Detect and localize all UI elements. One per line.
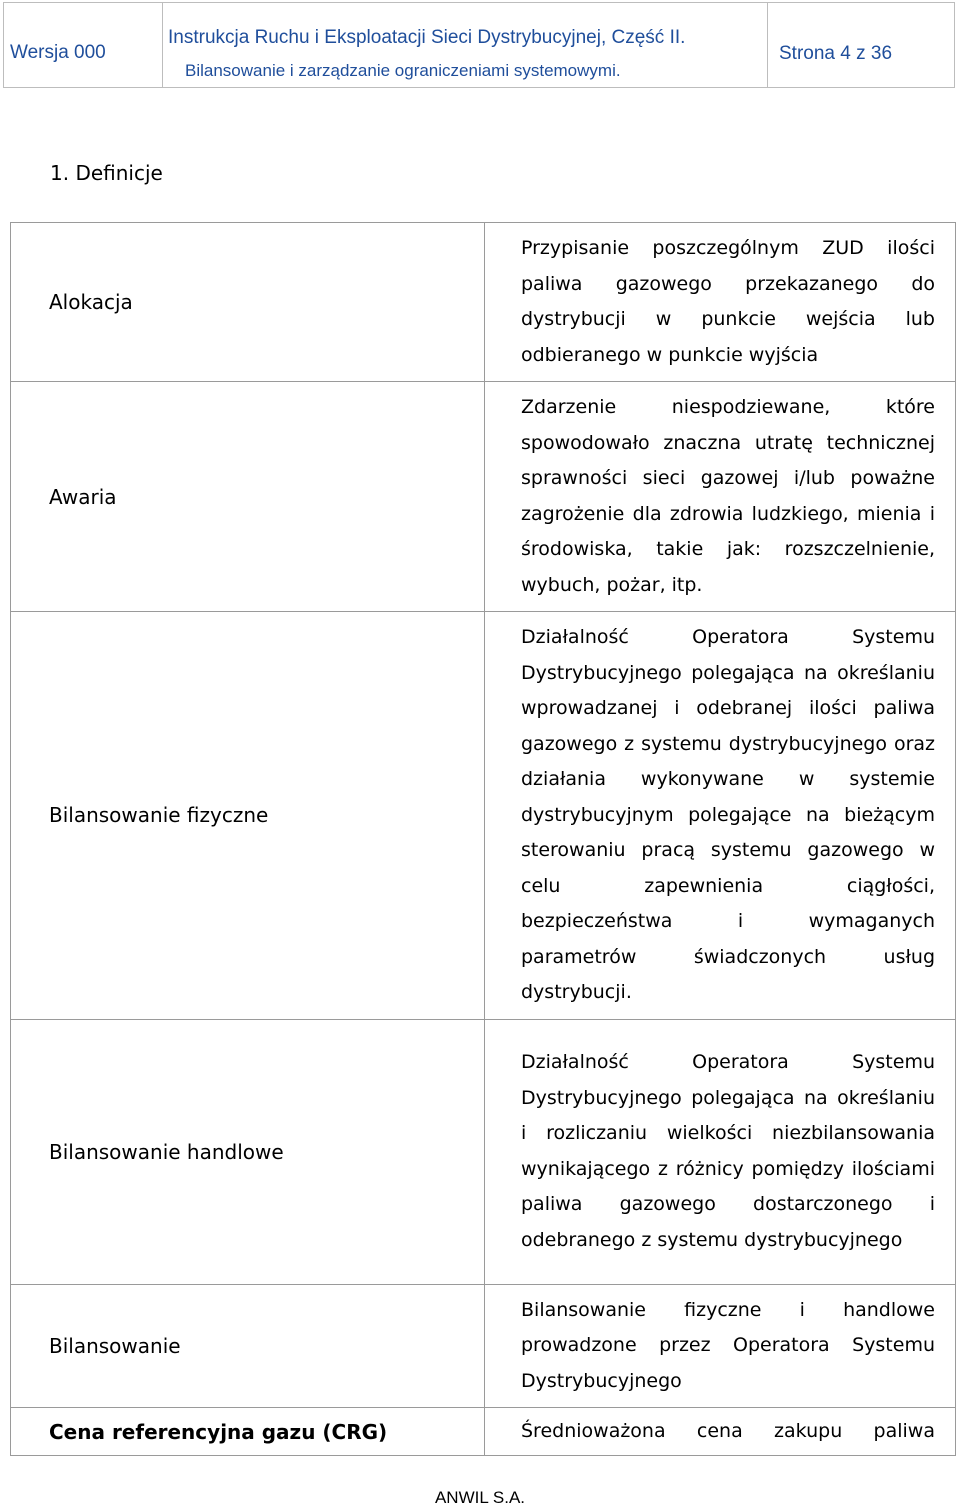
- footer-company: ANWIL S.A.: [434, 1488, 526, 1507]
- header-title-cell: [163, 3, 768, 87]
- definition-term: Alokacja: [11, 223, 485, 382]
- definition-row: [11, 612, 956, 1020]
- definition-row: [11, 1284, 956, 1408]
- definition-term: Bilansowanie: [11, 1284, 485, 1408]
- definition-description: Średnioważona cena zakupu paliwa: [485, 1408, 956, 1456]
- definition-term: Awaria: [11, 382, 485, 612]
- definition-row: [11, 382, 956, 612]
- definition-description: Bilansowanie fizyczne i handlowe prowadzone przez Operatora Systemu Dystrybucyjnego: [485, 1284, 956, 1408]
- definition-description: Zdarzenie niespodziewane, które spowodowało znaczna utratę technicznej sprawności sieci gazowej i/lub poważne zagrożenie dla zdrowia ludzkiego, mienia i środowiska, takie jak: rozszczelnienie, wybuch, pożar, itp.: [485, 382, 956, 612]
- section-heading: 1. Definicje: [50, 161, 163, 185]
- document-version: Wersja 000: [10, 42, 106, 63]
- header-page-cell: [768, 3, 954, 87]
- definition-row: [11, 1408, 956, 1456]
- document-subtitle: Bilansowanie i zarządzanie ograniczeniami systemowymi.: [185, 61, 621, 80]
- definition-term: Cena referencyjna gazu (CRG): [11, 1408, 485, 1456]
- definition-term: Bilansowanie fizyczne: [11, 612, 485, 1020]
- definition-row: [11, 1019, 956, 1284]
- page-header: [3, 2, 955, 88]
- definition-description: Przypisanie poszczególnym ZUD ilości paliwa gazowego przekazanego do dystrybucji w punkcie wejścia lub odbieranego w punkcie wyjścia: [485, 223, 956, 382]
- definition-description: Działalność Operatora Systemu Dystrybucyjnego polegająca na określaniu i rozliczaniu wielkości niezbilansowania wynikającego z różnicy pomiędzy ilościami paliwa gazowego dostarczonego i odebranego z systemu dystrybucyjnego: [485, 1019, 956, 1284]
- document-title: Instrukcja Ruchu i Eksploatacji Sieci Dystrybucyjnej, Część II.: [168, 27, 686, 48]
- definition-term: Bilansowanie handlowe: [11, 1019, 485, 1284]
- definitions-table: [10, 222, 956, 1456]
- definition-description: Działalność Operatora Systemu Dystrybucyjnego polegająca na określaniu wprowadzanej i odebranej ilości paliwa gazowego z systemu dystrybucyjnego oraz działania wykonywane w systemie dystrybucyjnym polegające na bieżącym sterowaniu pracą systemu gazowego w celu zapewnienia ciągłości, bezpieczeństwa i wymaganych parametrów świadczonych usług dystrybucji.: [485, 612, 956, 1020]
- page-number: Strona 4 z 36: [779, 43, 893, 64]
- header-version-cell: [4, 3, 163, 87]
- definition-row: [11, 223, 956, 382]
